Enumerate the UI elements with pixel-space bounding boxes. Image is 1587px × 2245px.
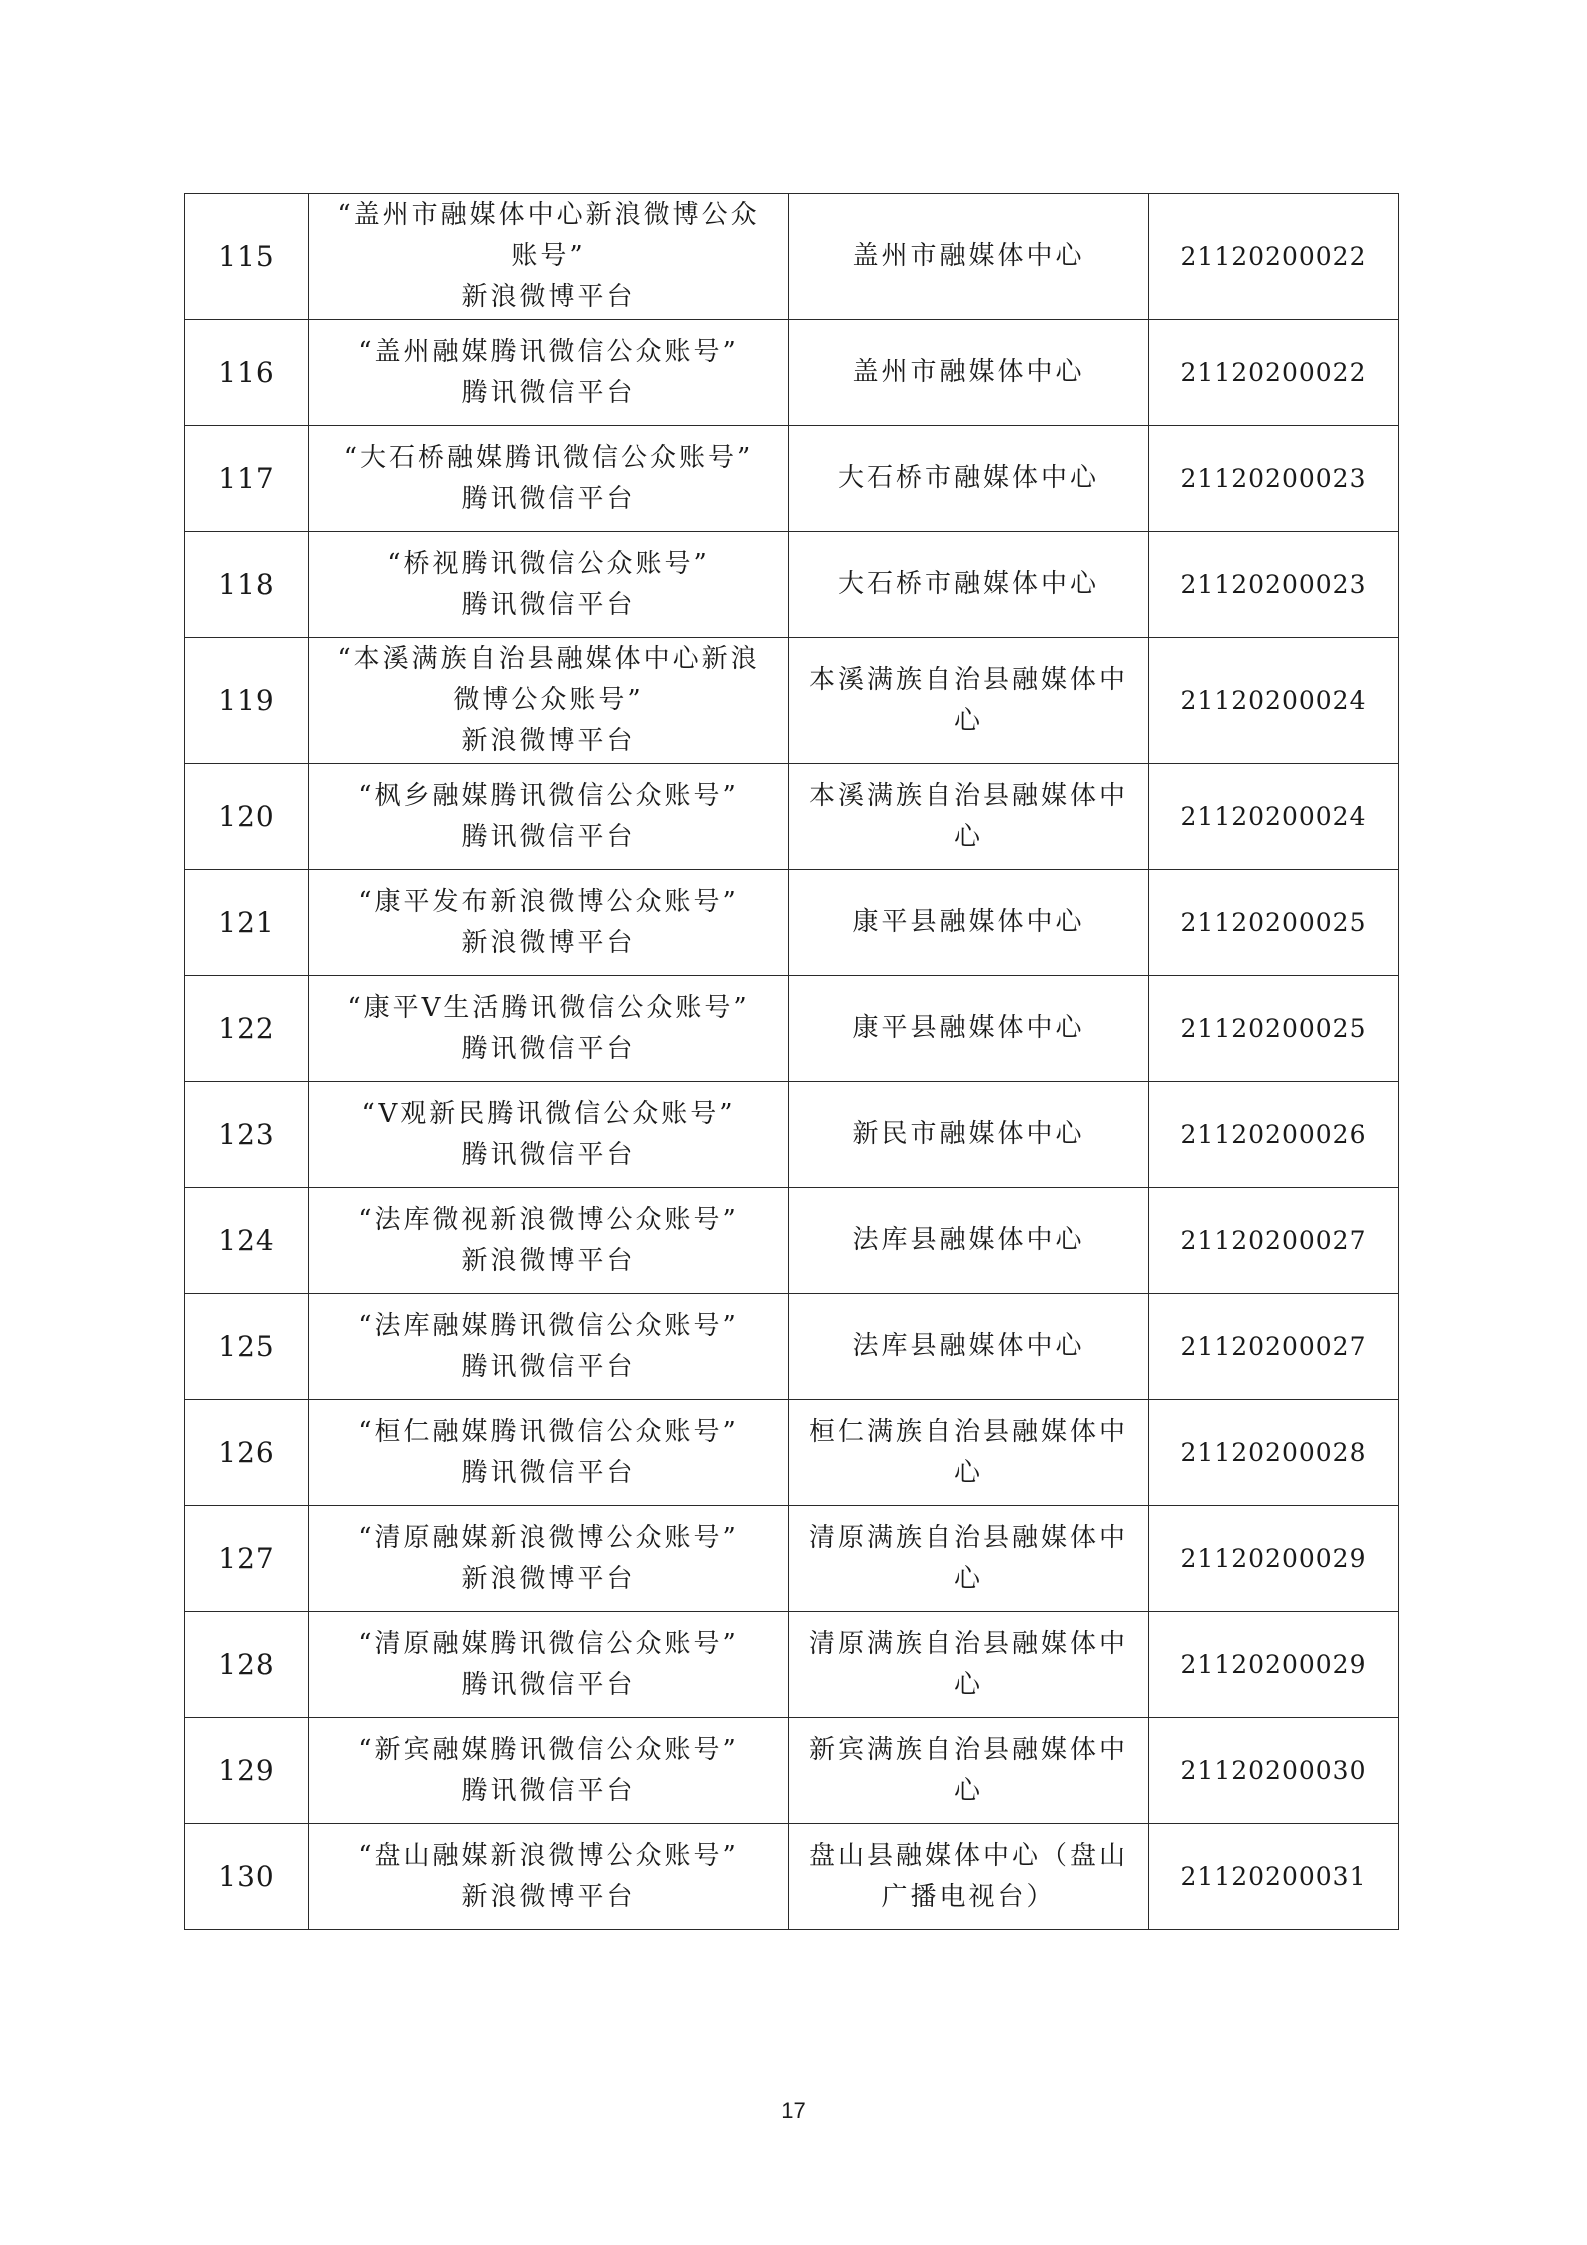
platform-name: 腾讯微信平台	[461, 1457, 636, 1488]
row-number: 118	[185, 532, 309, 638]
table-row	[185, 320, 1399, 426]
platform-name: 腾讯微信平台	[461, 1775, 636, 1806]
license-code-cell: 21120200027	[1149, 1294, 1399, 1400]
platform-name: 腾讯微信平台	[461, 1669, 636, 1700]
account-name: “法库微视新浪微博公众账号”	[358, 1204, 739, 1235]
account-cell	[309, 532, 789, 638]
license-code-cell: 21120200029	[1149, 1612, 1399, 1718]
row-number: 115	[185, 194, 309, 320]
table-row	[185, 764, 1399, 870]
account-cell	[309, 764, 789, 870]
license-code-cell: 21120200025	[1149, 976, 1399, 1082]
account-cell	[309, 320, 789, 426]
platform-name: 腾讯微信平台	[461, 483, 636, 514]
row-number: 124	[185, 1188, 309, 1294]
license-code-cell: 21120200023	[1149, 426, 1399, 532]
records-table	[184, 193, 1399, 1930]
account-cell	[309, 194, 789, 320]
platform-name: 新浪微博平台	[461, 1563, 636, 1594]
platform-name: 新浪微博平台	[461, 282, 636, 312]
account-name: “桥视腾讯微信公众账号”	[387, 548, 710, 579]
table-row	[185, 976, 1399, 1082]
table-row	[185, 194, 1399, 320]
table-row	[185, 532, 1399, 638]
table-body	[185, 194, 1399, 1930]
license-code-cell: 21120200029	[1149, 1506, 1399, 1612]
account-cell	[309, 1506, 789, 1612]
table-row	[185, 638, 1399, 764]
organization-cell: 本溪满族自治县融媒体中心	[789, 638, 1149, 764]
organization-cell: 盘山县融媒体中心（盘山广播电视台）	[789, 1824, 1149, 1930]
license-code-cell: 21120200024	[1149, 764, 1399, 870]
organization-cell: 本溪满族自治县融媒体中心	[789, 764, 1149, 870]
row-number: 119	[185, 638, 309, 764]
platform-name: 腾讯微信平台	[461, 377, 636, 408]
row-number: 120	[185, 764, 309, 870]
table-row	[185, 1506, 1399, 1612]
license-code-cell: 21120200025	[1149, 870, 1399, 976]
account-cell	[309, 870, 789, 976]
license-code-cell: 21120200031	[1149, 1824, 1399, 1930]
license-code-cell: 21120200024	[1149, 638, 1399, 764]
account-name: “盖州融媒腾讯微信公众账号”	[358, 336, 739, 367]
account-name: “新宾融媒腾讯微信公众账号”	[358, 1734, 739, 1765]
platform-name: 腾讯微信平台	[461, 589, 636, 620]
account-name: “V观新民腾讯微信公众账号”	[361, 1098, 736, 1129]
page-number: 17	[781, 2098, 806, 2123]
organization-cell: 盖州市融媒体中心	[789, 194, 1149, 320]
account-cell	[309, 1718, 789, 1824]
table-row	[185, 1294, 1399, 1400]
platform-name: 新浪微博平台	[461, 1245, 636, 1276]
table-row	[185, 1718, 1399, 1824]
row-number: 122	[185, 976, 309, 1082]
row-number: 125	[185, 1294, 309, 1400]
organization-cell: 大石桥市融媒体中心	[789, 426, 1149, 532]
row-number: 117	[185, 426, 309, 532]
platform-name: 腾讯微信平台	[461, 1139, 636, 1170]
account-cell	[309, 1400, 789, 1506]
account-name: “康平V生活腾讯微信公众账号”	[347, 992, 750, 1023]
table-row	[185, 1400, 1399, 1506]
account-cell	[309, 1824, 789, 1930]
account-name: “康平发布新浪微博公众账号”	[358, 886, 739, 917]
table-row	[185, 426, 1399, 532]
account-name: “大石桥融媒腾讯微信公众账号”	[343, 442, 754, 473]
account-cell	[309, 1082, 789, 1188]
table-row	[185, 1612, 1399, 1718]
platform-name: 腾讯微信平台	[461, 821, 636, 852]
organization-cell: 盖州市融媒体中心	[789, 320, 1149, 426]
table-row	[185, 1824, 1399, 1930]
account-cell	[309, 1612, 789, 1718]
license-code-cell: 21120200023	[1149, 532, 1399, 638]
organization-cell: 新宾满族自治县融媒体中心	[789, 1718, 1149, 1824]
account-name: “清原融媒腾讯微信公众账号”	[358, 1628, 739, 1659]
row-number: 130	[185, 1824, 309, 1930]
platform-name: 新浪微博平台	[461, 927, 636, 958]
table-row	[185, 1188, 1399, 1294]
platform-name: 新浪微博平台	[461, 726, 636, 756]
organization-cell: 康平县融媒体中心	[789, 976, 1149, 1082]
table-row	[185, 870, 1399, 976]
license-code-cell: 21120200022	[1149, 194, 1399, 320]
organization-cell: 清原满族自治县融媒体中心	[789, 1612, 1149, 1718]
account-name: “盖州市融媒体中心新浪微博公众账号”	[337, 200, 760, 271]
organization-cell: 新民市融媒体中心	[789, 1082, 1149, 1188]
account-cell	[309, 426, 789, 532]
row-number: 128	[185, 1612, 309, 1718]
account-name: “法库融媒腾讯微信公众账号”	[358, 1310, 739, 1341]
account-cell	[309, 976, 789, 1082]
organization-cell: 清原满族自治县融媒体中心	[789, 1506, 1149, 1612]
organization-cell: 法库县融媒体中心	[789, 1188, 1149, 1294]
organization-cell: 大石桥市融媒体中心	[789, 532, 1149, 638]
account-cell	[309, 1188, 789, 1294]
row-number: 126	[185, 1400, 309, 1506]
row-number: 127	[185, 1506, 309, 1612]
account-name: “桓仁融媒腾讯微信公众账号”	[358, 1416, 739, 1447]
row-number: 121	[185, 870, 309, 976]
license-code-cell: 21120200022	[1149, 320, 1399, 426]
account-name: “枫乡融媒腾讯微信公众账号”	[358, 780, 739, 811]
license-code-cell: 21120200030	[1149, 1718, 1399, 1824]
platform-name: 腾讯微信平台	[461, 1033, 636, 1064]
account-name: “本溪满族自治县融媒体中心新浪微博公众账号”	[337, 644, 760, 715]
account-cell	[309, 638, 789, 764]
platform-name: 新浪微博平台	[461, 1881, 636, 1912]
organization-cell: 桓仁满族自治县融媒体中心	[789, 1400, 1149, 1506]
license-code-cell: 21120200027	[1149, 1188, 1399, 1294]
row-number: 116	[185, 320, 309, 426]
row-number: 129	[185, 1718, 309, 1824]
account-name: “盘山融媒新浪微博公众账号”	[358, 1840, 739, 1871]
platform-name: 腾讯微信平台	[461, 1351, 636, 1382]
account-name: “清原融媒新浪微博公众账号”	[358, 1522, 739, 1553]
organization-cell: 康平县融媒体中心	[789, 870, 1149, 976]
organization-cell: 法库县融媒体中心	[789, 1294, 1149, 1400]
license-code-cell: 21120200028	[1149, 1400, 1399, 1506]
license-code-cell: 21120200026	[1149, 1082, 1399, 1188]
table-row	[185, 1082, 1399, 1188]
account-cell	[309, 1294, 789, 1400]
row-number: 123	[185, 1082, 309, 1188]
